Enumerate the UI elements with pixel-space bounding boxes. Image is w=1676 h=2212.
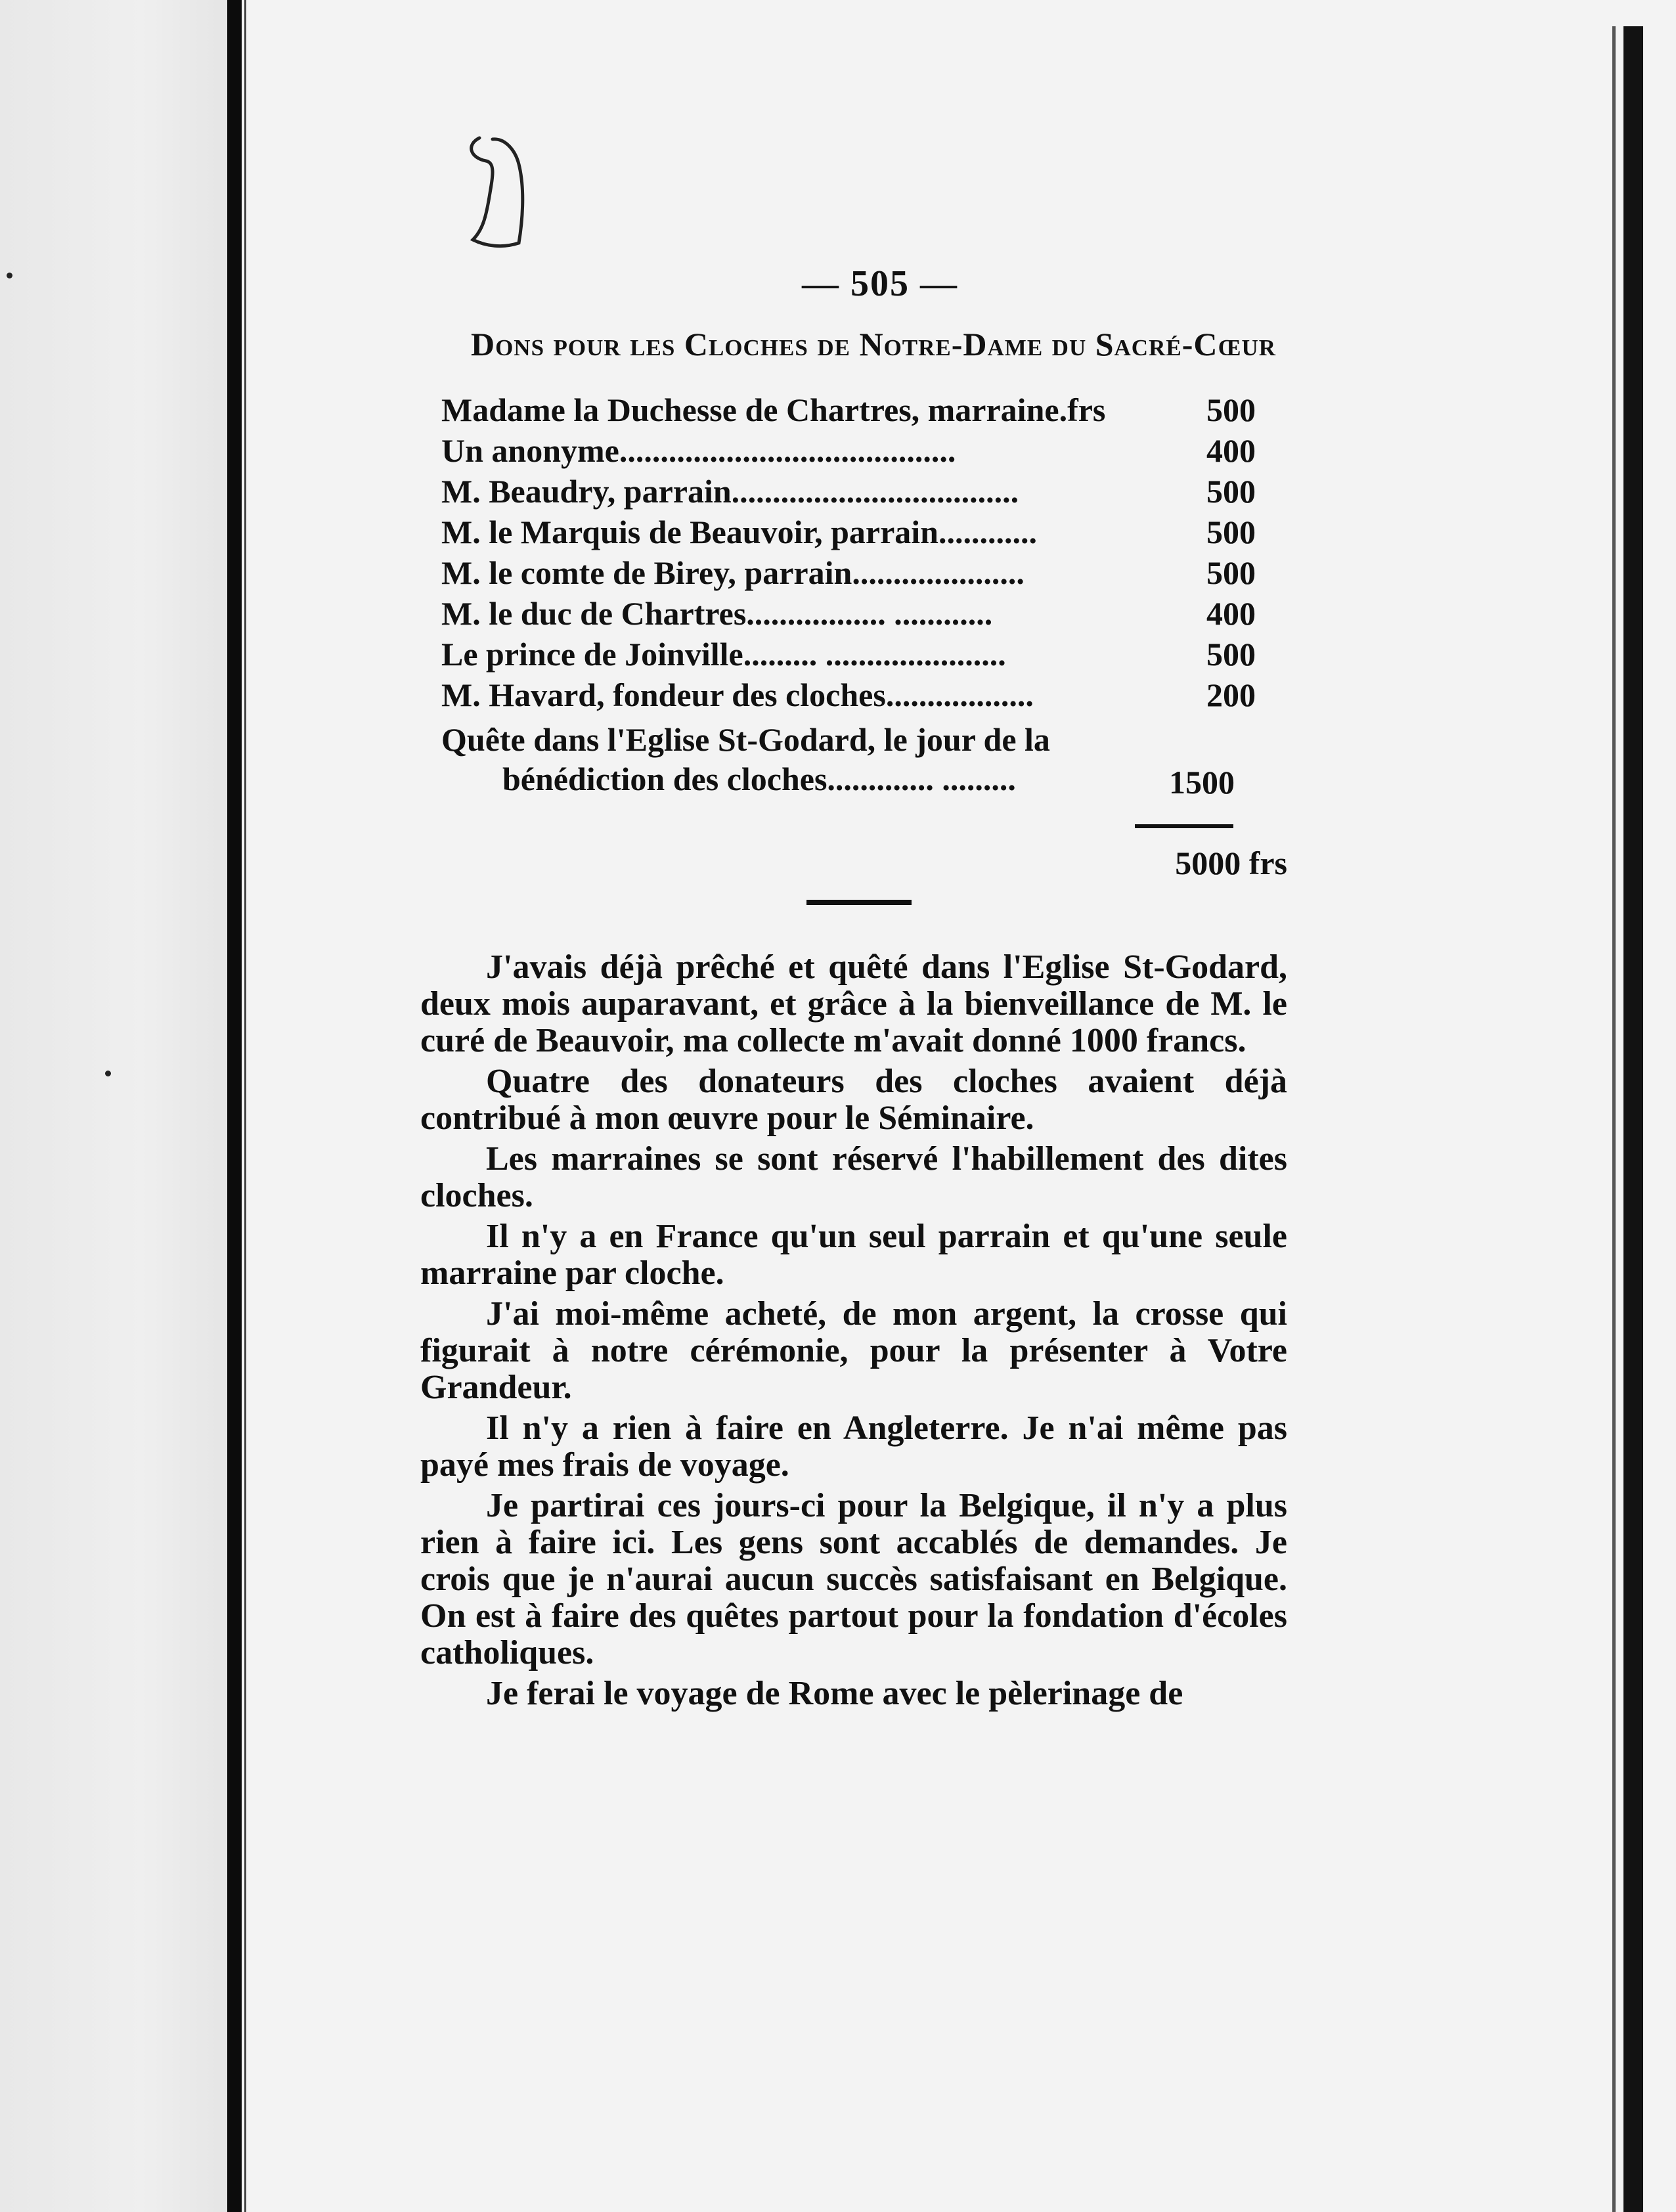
donation-row xyxy=(1116,763,1235,804)
donation-row xyxy=(441,676,1256,717)
donation-row xyxy=(441,594,1256,635)
paragraph: Quatre des donateurs des cloches avaient déjà contribué à mon œuvre pour le Séminaire. xyxy=(420,1063,1287,1137)
paragraph: J'avais déjà prêché et quêté dans l'Eglise St-Godard, deux mois auparavant, et grâce à la bienveillance de M. le curé de Beauvoir, ma collecte m'avait donné 1000 francs. xyxy=(420,948,1287,1059)
paragraph: Les marraines se sont réservé l'habillement des dites cloches. xyxy=(420,1140,1287,1214)
donation-row xyxy=(441,431,1256,472)
donor-name: M. Havard, fondeur des cloches.................. xyxy=(441,676,1034,713)
handwritten-mark xyxy=(460,131,539,256)
paragraph: Il n'y a rien à faire en Angleterre. Je n'ai même pas payé mes frais de voyage. xyxy=(420,1409,1287,1484)
donation-amount: 500 xyxy=(1206,473,1256,510)
donation-row xyxy=(441,513,1256,554)
paragraph: Je ferai le voyage de Rome avec le pèlerinage de xyxy=(486,1675,1183,1712)
donation-row xyxy=(441,635,1256,676)
donor-name: Un anonyme......................................... xyxy=(441,432,956,469)
paragraph: J'ai moi-même acheté, de mon argent, la crosse qui figurait à notre cérémonie, pour la présenter à Votre Grandeur. xyxy=(420,1295,1287,1406)
left-page-fold xyxy=(0,0,236,2212)
paragraph: Il n'y a en France qu'un seul parrain et qu'une seule marraine par cloche. xyxy=(420,1218,1287,1292)
donor-name-continuation: bénédiction des cloches............. ......... xyxy=(502,761,1016,797)
sum-rule xyxy=(1135,824,1233,828)
paragraph: Je partirai ces jours-ci pour la Belgique, il n'y a plus rien à faire ici. Les gens sont accablés de demandes. Je crois que je n'aurai aucun succès satisfaisant en Belgique. On est à faire des quêtes partout pour la fondation d'écoles catholiques. xyxy=(420,1487,1287,1671)
letter-body xyxy=(420,949,1287,1716)
donation-amount: 500 xyxy=(1206,391,1256,428)
donation-amount: 500 xyxy=(1206,636,1256,673)
donation-amount: 500 xyxy=(1206,554,1256,591)
donor-name: M. le comte de Birey, parrain..................... xyxy=(441,554,1025,591)
donation-amount: 400 xyxy=(1206,432,1256,469)
page-heading: Dons pour les Cloches de Notre-Dame du Sacré-Cœur xyxy=(470,326,1277,363)
donor-name: Madame la Duchesse de Chartres, marraine.frs xyxy=(441,391,1106,428)
speck xyxy=(7,273,12,278)
donation-amount: 500 xyxy=(1206,514,1256,550)
donation-row xyxy=(441,720,1256,761)
speck xyxy=(105,1071,111,1076)
right-page-edge-inner xyxy=(1612,26,1616,2212)
donation-amount: 200 xyxy=(1206,676,1256,713)
donor-name: M. le Marquis de Beauvoir, parrain............ xyxy=(441,514,1037,550)
right-page-edge xyxy=(1623,26,1643,2212)
donor-name: Le prince de Joinville......... ...................... xyxy=(441,636,1006,673)
donation-total: 5000 frs xyxy=(1175,845,1287,881)
donation-row xyxy=(441,472,1256,513)
donation-amount: 400 xyxy=(1206,595,1256,632)
donation-row xyxy=(441,554,1256,594)
donor-name: Quête dans l'Eglise St-Godard, le jour de la xyxy=(441,721,1050,758)
donation-row xyxy=(441,391,1256,431)
donation-amount: 1500 xyxy=(1169,764,1235,801)
binding-gutter xyxy=(227,0,242,2212)
section-divider xyxy=(806,900,912,905)
binding-gutter-edge xyxy=(244,0,246,2212)
donor-name: M. Beaudry, parrain................................... xyxy=(441,473,1019,510)
donor-name: M. le duc de Chartres................. ............ xyxy=(441,595,993,632)
page-number: — 505 — xyxy=(802,263,958,304)
